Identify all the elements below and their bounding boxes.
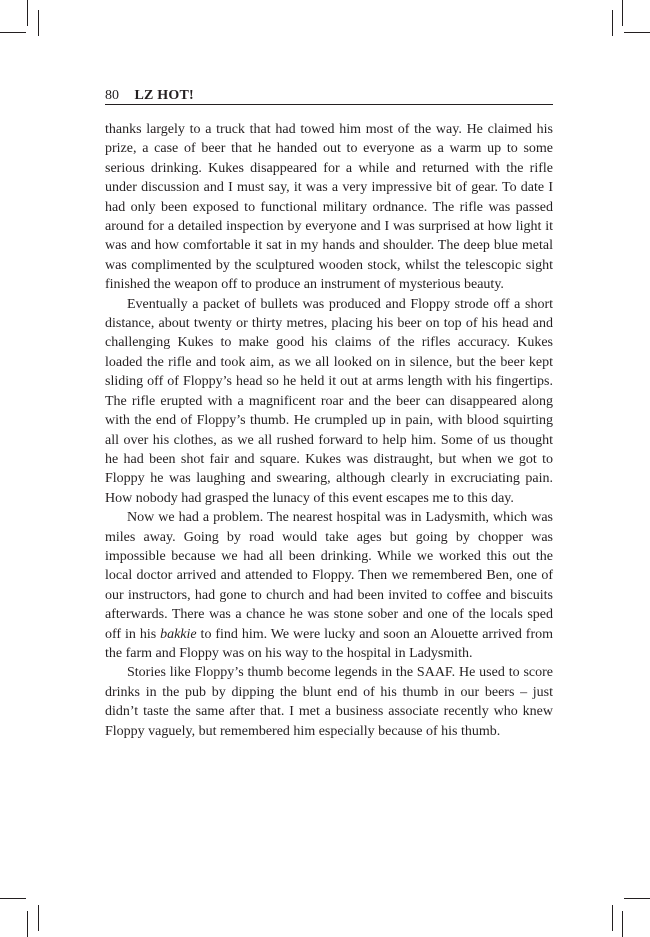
paragraph-4: Stories like Floppy’s thumb become legends in the SAAF. He used to score drinks in the pub by dipping the blunt end of his thumb in our beers – just didn’t taste the same after that. I met a business associate recently who knew Floppy vaguely, but remembered him especially because of his thumb.: [105, 665, 553, 739]
crop-mark-bottom-right-v: [612, 905, 613, 931]
book-title: LZ HOT!: [134, 88, 194, 103]
crop-mark-top-right-v2: [622, 0, 623, 26]
crop-mark-bottom-left-v: [27, 911, 28, 937]
crop-mark-top-right-h: [624, 32, 650, 33]
running-header: [105, 88, 553, 105]
crop-mark-bottom-right-v2: [622, 911, 623, 937]
italic-word-bakkie: bakkie: [160, 626, 197, 642]
paragraph-3-part-1: Now we had a problem. The nearest hospital was in Ladysmith, which was miles away. Going by road would take ages but going by chopper was impossible because we had all been drinking. While we worked this out the local doctor arrived and attended to Floppy. Then we remembered Ben, one of our instructors, had gone to church and had been invited to coffee and biscuits afterwards. There was a chance he was stone sober and one of the locals sped off in his: [105, 510, 553, 642]
crop-mark-top-left-v2: [38, 10, 39, 36]
page-number: 80: [105, 88, 119, 103]
paragraph-3: [105, 508, 553, 663]
crop-mark-top-left-h: [0, 32, 26, 33]
crop-mark-bottom-right-h: [624, 898, 650, 899]
crop-mark-top-right-v: [612, 10, 613, 36]
paragraph-2: Eventually a packet of bullets was produced and Floppy strode off a short distance, about twenty or thirty metres, placing his beer on top of his head and challenging Kukes to make good his claims of the rifles accuracy. Kukes loaded the rifle and took aim, as we all looked on in silence, but the beer kept sliding off of Floppy’s head so he held it out at arms length with his fingertips. The rifle erupted with a magnificent roar and the beer can disappeared along with the end of Floppy’s thumb. He crumpled up in pain, with blood squirting all over his clothes, as we all rushed forward to help him. Some of us thought he had been shot fair and square. Kukes was distraught, but when we got to Floppy he was laughing and swearing, although clearly in excruciating pain. How nobody had grasped the lunacy of this event escapes me to this day.: [105, 296, 553, 506]
paragraph-1: thanks largely to a truck that had towed him most of the way. He claimed his prize, a case of beer that he handed out to everyone as a warm up to some serious drinking. Kukes disappeared for a while and returned with the rifle under discussion and I must say, it was a very impressive bit of gear. To date I had only been exposed to functional military ordnance. The rifle was passed around for a detailed inspection by everyone and I was surprised at how light it was and how comfortable it sat in my hands and shoulder. The deep blue metal was complimented by the sculptured wooden stock, whilst the telescopic sight finished the weapon off to produce an instrument of mysterious beauty.: [105, 122, 553, 293]
body-text: [105, 120, 553, 741]
crop-mark-bottom-left-h: [0, 898, 26, 899]
paragraph-3-part-2: to find him. We were lucky and soon an Alouette arrived from the farm and Floppy was on his way to the hospital in Ladysmith.: [105, 626, 553, 661]
crop-mark-bottom-left-v2: [38, 905, 39, 931]
crop-mark-top-left-v: [27, 0, 28, 26]
